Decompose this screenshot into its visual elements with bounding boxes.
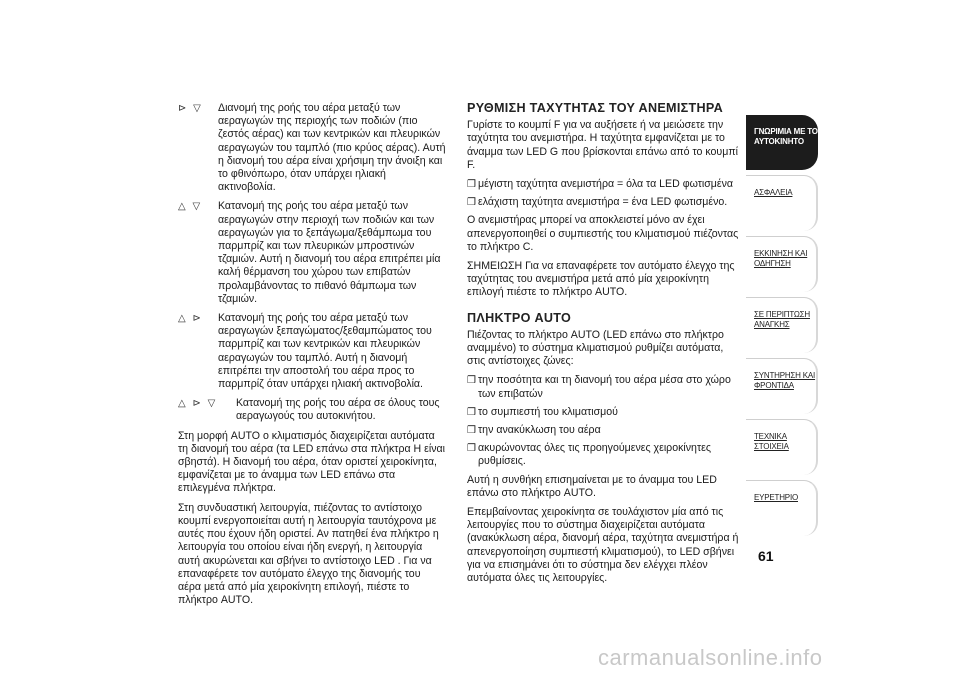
- list-item-text: ελάχιστη ταχύτητα ανεμιστήρα = ένα LED φωτισμένο.: [478, 196, 728, 209]
- watermark: carmanualsonline.info: [598, 645, 823, 670]
- tab-label: ΑΣΦΑΛΕΙΑ: [754, 188, 793, 197]
- chapter-tabs: [746, 115, 818, 541]
- tab-index[interactable]: [746, 480, 818, 536]
- list-item-text: μέγιστη ταχύτητα ανεμιστήρα = όλα τα LED φωτισμένα: [478, 178, 734, 191]
- tab-maintenance[interactable]: [746, 358, 818, 414]
- airflow-icons: △ ⊳: [178, 313, 203, 325]
- airflow-entry-1: [178, 102, 446, 194]
- airflow-entry-3: [178, 312, 446, 391]
- airflow-icons: ⊳ ▽: [178, 103, 203, 114]
- list-item: [467, 178, 740, 191]
- combined-mode-paragraph: Στη συνδυαστική λειτουργία, πιέζοντας το αντίστοιχο κουμπί ενεργοποιείται αυτή η λειτουργία ταυτόχρονα με αυτές που έχουν ήδη οριστεί. Αν πατηθεί ένα πλήκτρο η λειτουργία του οποίου είναι ήδη ενεργή, η λειτουργία αυτή ακυρώνεται και σβήνει το αντίστοιχο LED . Για να επαναφέρετε τον αυτόματο έλεγχο της διανομής του αέρα μετά από μία χειροκίνητη επιλογή, πιέστε το πλήκτρο AUTO.: [178, 501, 439, 607]
- airflow-description: Κατανομή της ροής του αέρα μεταξύ των αεραγωγών στην περιοχή των ποδιών και των αεραγωγών για το ξεπάγωμα/ξεθάμπωμα του παρμπρίζ και των πλευρικών μπροστινών τζαμιών. Αυτή η διανομή του αέρα επιτρέπει μία καλή θέρμανση του χώρου των επιβατών προλαμβάνοντας το πιθανό θάμπωμα των τζαμιών.: [218, 200, 441, 305]
- manual-override-paragraph: Επεμβαίνοντας χειροκίνητα σε τουλάχιστον μία από τις λειτουργίες που το σύστημα διαχειρίζεται αυτόματα (ανακύκλωση αέρα, διανομή αέρα, ταχύτητα ανεμιστήρα ή απενεργοποίηση συμπιεστή κλιματισμού), το LED σβήνει για να επισημάνει ότι το σύστημα δεν ελέγχει πλέον αυτόματα όλες τις λειτουργίες.: [467, 506, 739, 585]
- list-item-text: το συμπιεστή του κλιματισμού: [478, 405, 618, 418]
- auto-button-paragraph: Πιέζοντας το πλήκτρο AUTO (LED επάνω στο πλήκτρο αναμμένο) το σύστημα κλιματισμού ρυθμίζει αυτόματα, στις αντίστοιχες ζώνες:: [467, 328, 724, 368]
- list-item: [467, 374, 740, 400]
- tab-vehicle-intro[interactable]: [746, 115, 818, 170]
- left-column: [178, 102, 446, 613]
- tab-safety[interactable]: [746, 175, 818, 231]
- note-paragraph: ΣΗΜΕΙΩΣΗ Για να επαναφέρετε τον αυτόματο έλεγχο της ταχύτητας του ανεμιστήρα μετά από μία χειροκίνητη επιλογή πιέστε το πλήκτρο AUTO.: [467, 260, 735, 299]
- tab-label: ΕΥΡΕΤΗΡΙΟ: [754, 493, 798, 502]
- list-item: [467, 442, 740, 468]
- page-number: 61: [758, 548, 774, 564]
- airflow-description: Διανομή της ροής του αέρα μεταξύ των αεραγωγών της περιοχής των ποδιών (πιο ζεστός αέρας) και των κεντρικών και πλευρικών αεραγωγών του ταμπλό (πιο κρύος αέρας). Αυτή η διανομή του αέρα είναι χρήσιμη την άνοιξη και το φθινόπωρο, όταν υπάρχει ηλιακή ακτινοβολία.: [218, 102, 446, 194]
- airflow-description: Κατανομή της ροής του αέρα σε όλους τους αεραγωγούς του αυτοκινήτου.: [236, 397, 440, 423]
- tab-label: ΓΝΩΡΙΜΙΑ ΜΕ ΤΟ ΑΥΤΟΚΙΝΗΤΟ: [754, 127, 818, 146]
- fan-disable-paragraph: Ο ανεμιστήρας μπορεί να αποκλειστεί μόνο αν έχει απενεργοποιηθεί ο συμπιεστής του κλιματισμού πιέζοντας το πλήκτρο C.: [467, 214, 739, 253]
- tab-label: ΣΥΝΤΗΡΗΣΗ ΚΑΙ ΦΡΟΝΤΙΔΑ: [754, 371, 816, 390]
- right-column: [467, 102, 740, 591]
- airflow-icons: △ ⊳ ▽: [178, 398, 218, 410]
- list-item: [467, 196, 740, 209]
- list-item-text: την ανακύκλωση του αέρα: [478, 424, 601, 437]
- tab-label: ΤΕΧΝΙΚΑ ΣΤΟΙΧΕΙΑ: [754, 432, 789, 451]
- auto-distribution-paragraph: Στη μορφή AUTO ο κλιματισμός διαχειρίζεται αυτόματα τη διανομή του αέρα (τα LED επάνω στα πλήκτρα Η είναι σβηστά). Η διανομή του αέρα, όταν οριστεί χειροκίνητα, εμφανίζεται με το άναμμα των LED επάνω στα επιλεγμένα πλήκτρα.: [178, 429, 445, 495]
- airflow-icons: △ ▽: [178, 201, 203, 213]
- tab-label: ΕΚΚΙΝΗΣΗ ΚΑΙ ΟΔΗΓΗΣΗ: [754, 249, 808, 268]
- checkbox-bullet-icon: ❒: [467, 406, 476, 418]
- section-heading-fan-speed: ΡΥΘΜΙΣΗ ΤΑΧΥΤΗΤΑΣ ΤΟΥ ΑΝΕΜΙΣΤΗΡΑ: [467, 101, 724, 115]
- tab-technical-data[interactable]: [746, 419, 818, 475]
- list-item: [467, 406, 740, 419]
- section-heading-auto-button: ΠΛΗΚΤΡΟ AUTO: [467, 310, 572, 325]
- checkbox-bullet-icon: ❒: [467, 197, 476, 209]
- list-item: [467, 424, 740, 437]
- list-item-text: ακυρώνοντας όλες τις προηγούμενες χειροκίνητες ρυθμίσεις.: [478, 442, 711, 468]
- airflow-entry-2: [178, 200, 446, 306]
- checkbox-bullet-icon: ❒: [467, 425, 476, 437]
- airflow-description: Κατανομή της ροής του αέρα μεταξύ των αεραγωγών ξεπαγώματος/ξεθαμπώματος του παρμπρίζ και των κεντρικών και πλευρικών αεραγωγών του ταμπλό. Αυτή η διανομή επιτρέπει την αποστολή του αέρα προς το παρμπρίζ όταν υπάρχει ηλιακή ακτινοβολία.: [218, 312, 432, 391]
- list-item-text: την ποσότητα και τη διανομή του αέρα μέσα στο χώρο των επιβατών: [478, 374, 731, 400]
- checkbox-bullet-icon: ❒: [467, 375, 476, 387]
- tab-emergency[interactable]: [746, 297, 818, 353]
- checkbox-bullet-icon: ❒: [467, 179, 476, 191]
- tab-label: ΣΕ ΠΕΡΙΠΤΩΣΗ ΑΝΑΓΚΗΣ: [754, 310, 810, 329]
- fan-speed-paragraph: Γυρίστε το κουμπί F για να αυξήσετε ή να μειώσετε την ταχύτητα του ανεμιστήρα. Η ταχύτητα εμφανίζεται με το άναμμα των LED G που βρίσκονται επάνω από το κουμπί F.: [467, 119, 738, 171]
- auto-led-paragraph: Αυτή η συνθήκη επισημαίνεται με το άναμμα του LED επάνω στο πλήκτρο AUTO.: [467, 473, 717, 499]
- airflow-entry-4: [178, 397, 446, 423]
- tab-starting-driving[interactable]: [746, 236, 818, 292]
- checkbox-bullet-icon: ❒: [467, 443, 476, 455]
